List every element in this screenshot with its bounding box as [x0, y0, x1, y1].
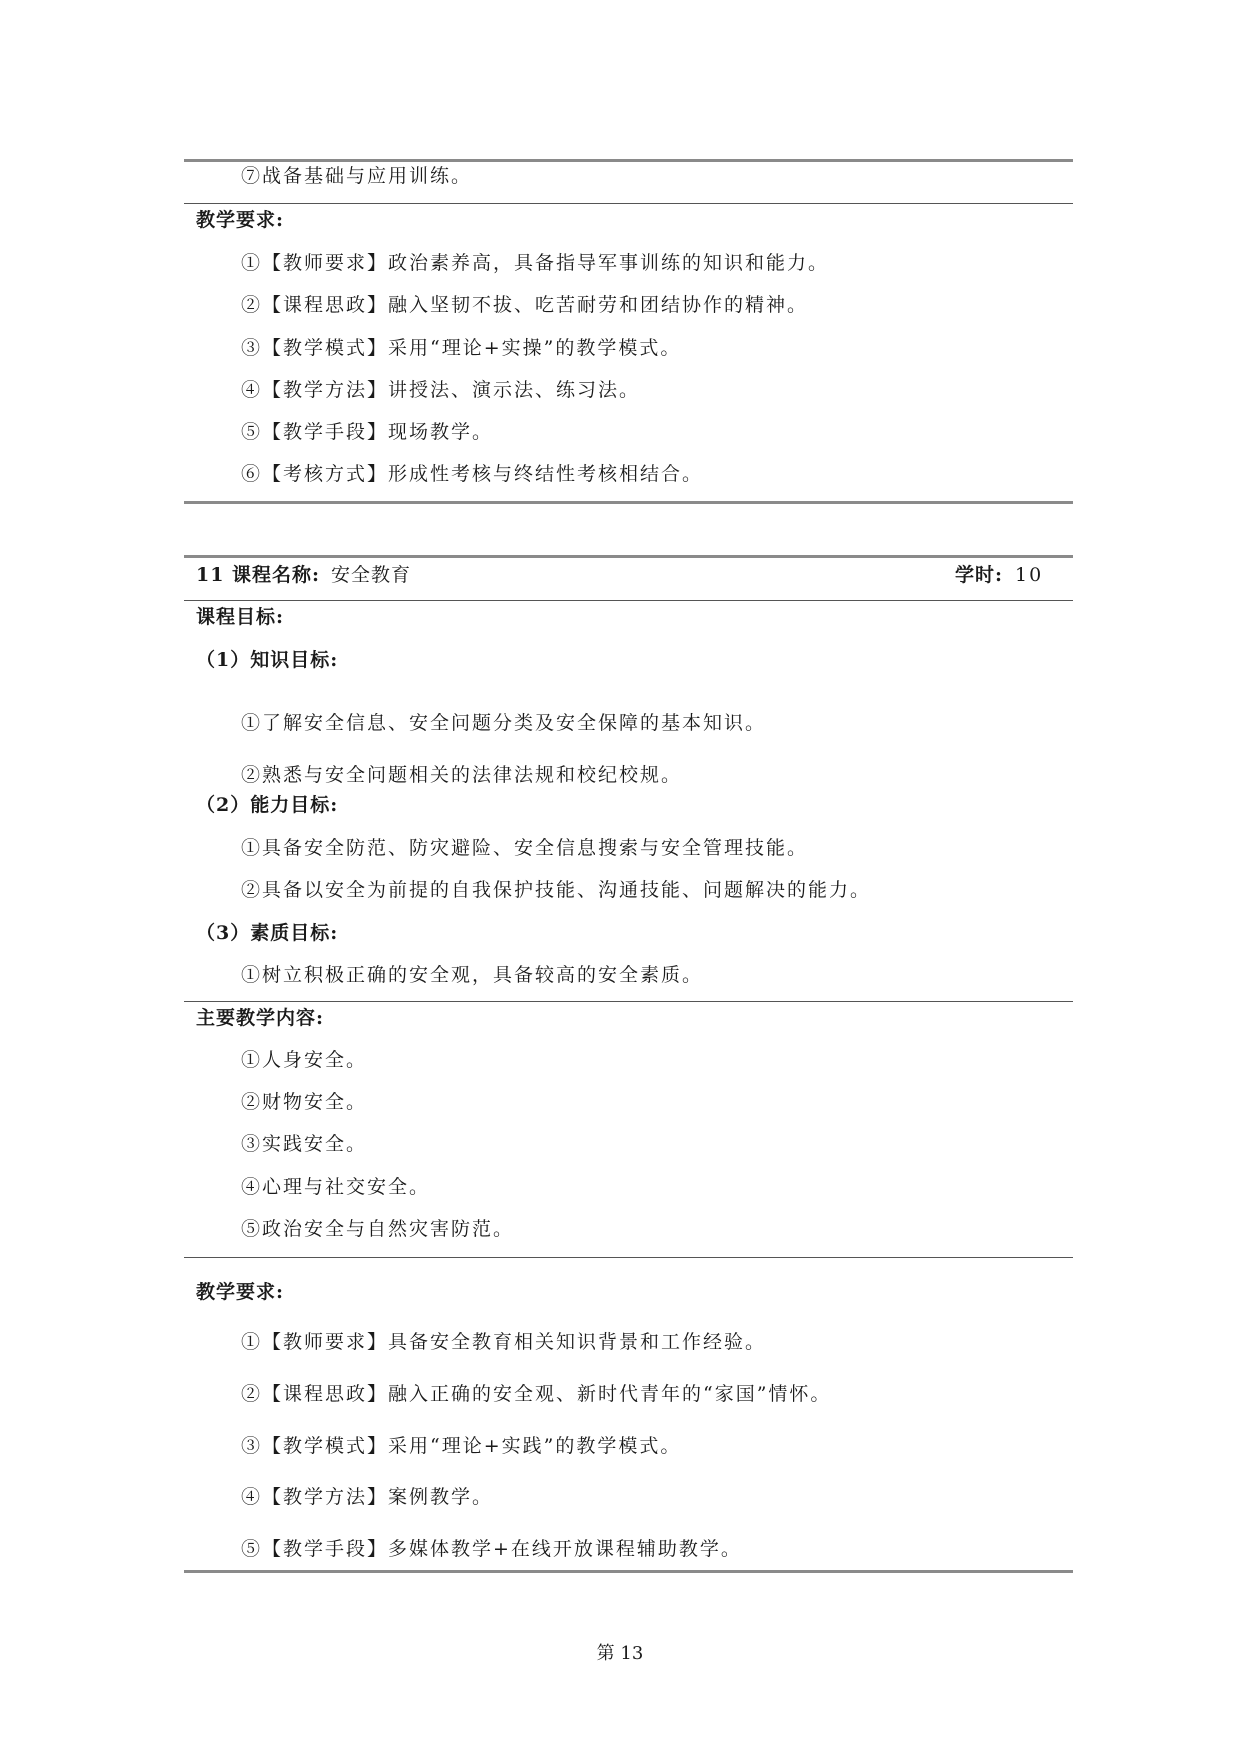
knowledge-item: ①了解安全信息、安全问题分类及安全保障的基本知识。	[241, 712, 767, 734]
content-item: ③实践安全。	[241, 1133, 368, 1155]
content-item: ④心理与社交安全。	[241, 1176, 431, 1198]
course-bottom-rule	[184, 1570, 1073, 1573]
goals-heading: 课程目标:	[196, 606, 285, 628]
requirement-item: ②【课程思政】融入坚韧不拔、吃苦耐劳和团结协作的精神。	[241, 294, 809, 316]
knowledge-item: ②熟悉与安全问题相关的法律法规和校纪校规。	[241, 764, 683, 786]
ability-item: ②具备以安全为前提的自我保护技能、沟通技能、问题解决的能力。	[241, 879, 872, 901]
content-end-rule	[184, 1257, 1073, 1258]
requirement-item: ①【教师要求】政治素养高，具备指导军事训练的知识和能力。	[241, 252, 830, 274]
course-requirement-item: ③【教学模式】采用“理论+实践”的教学模式。	[241, 1435, 682, 1457]
content-item: ⑤政治安全与自然灾害防范。	[241, 1218, 515, 1240]
requirement-item: ③【教学模式】采用“理论+实操”的教学模式。	[241, 337, 682, 359]
course-header-rule	[184, 600, 1073, 601]
course-name: 安全教育	[331, 564, 412, 586]
goals-end-rule	[184, 1001, 1073, 1002]
content-item-7: ⑦战备基础与应用训练。	[241, 165, 473, 187]
quality-item: ①树立积极正确的安全观，具备较高的安全素质。	[241, 964, 704, 986]
requirements-heading: 教学要求:	[196, 209, 285, 231]
content-heading: 主要教学内容:	[196, 1007, 325, 1029]
section-end-rule	[184, 501, 1073, 504]
requirement-item: ④【教学方法】讲授法、演示法、练习法。	[241, 379, 641, 401]
course-name-label: 11 课程名称:	[196, 564, 321, 586]
content-item: ②财物安全。	[241, 1091, 368, 1113]
requirement-item: ⑥【考核方式】形成性考核与终结性考核相结合。	[241, 463, 704, 485]
section-rule	[184, 203, 1073, 204]
top-rule	[184, 159, 1073, 162]
hours-value: 10	[1015, 564, 1044, 586]
course-top-rule	[184, 555, 1073, 558]
course-requirement-item: ②【课程思政】融入正确的安全观、新时代青年的“家国”情怀。	[241, 1383, 832, 1405]
ability-item: ①具备安全防范、防灾避险、安全信息搜索与安全管理技能。	[241, 837, 809, 859]
knowledge-heading: （1）知识目标:	[196, 649, 339, 671]
course-requirement-item: ④【教学方法】案例教学。	[241, 1486, 494, 1508]
course-requirement-item: ⑤【教学手段】多媒体教学+在线开放课程辅助教学。	[241, 1538, 742, 1560]
page-number: 第 13	[596, 1643, 644, 1664]
hours-label: 学时:	[955, 564, 1004, 586]
ability-heading: （2）能力目标:	[196, 794, 339, 816]
content-item: ①人身安全。	[241, 1049, 368, 1071]
quality-heading: （3）素质目标:	[196, 922, 339, 944]
course-requirement-item: ①【教师要求】具备安全教育相关知识背景和工作经验。	[241, 1331, 767, 1353]
course-requirements-heading: 教学要求:	[196, 1281, 285, 1303]
requirement-item: ⑤【教学手段】现场教学。	[241, 421, 494, 443]
